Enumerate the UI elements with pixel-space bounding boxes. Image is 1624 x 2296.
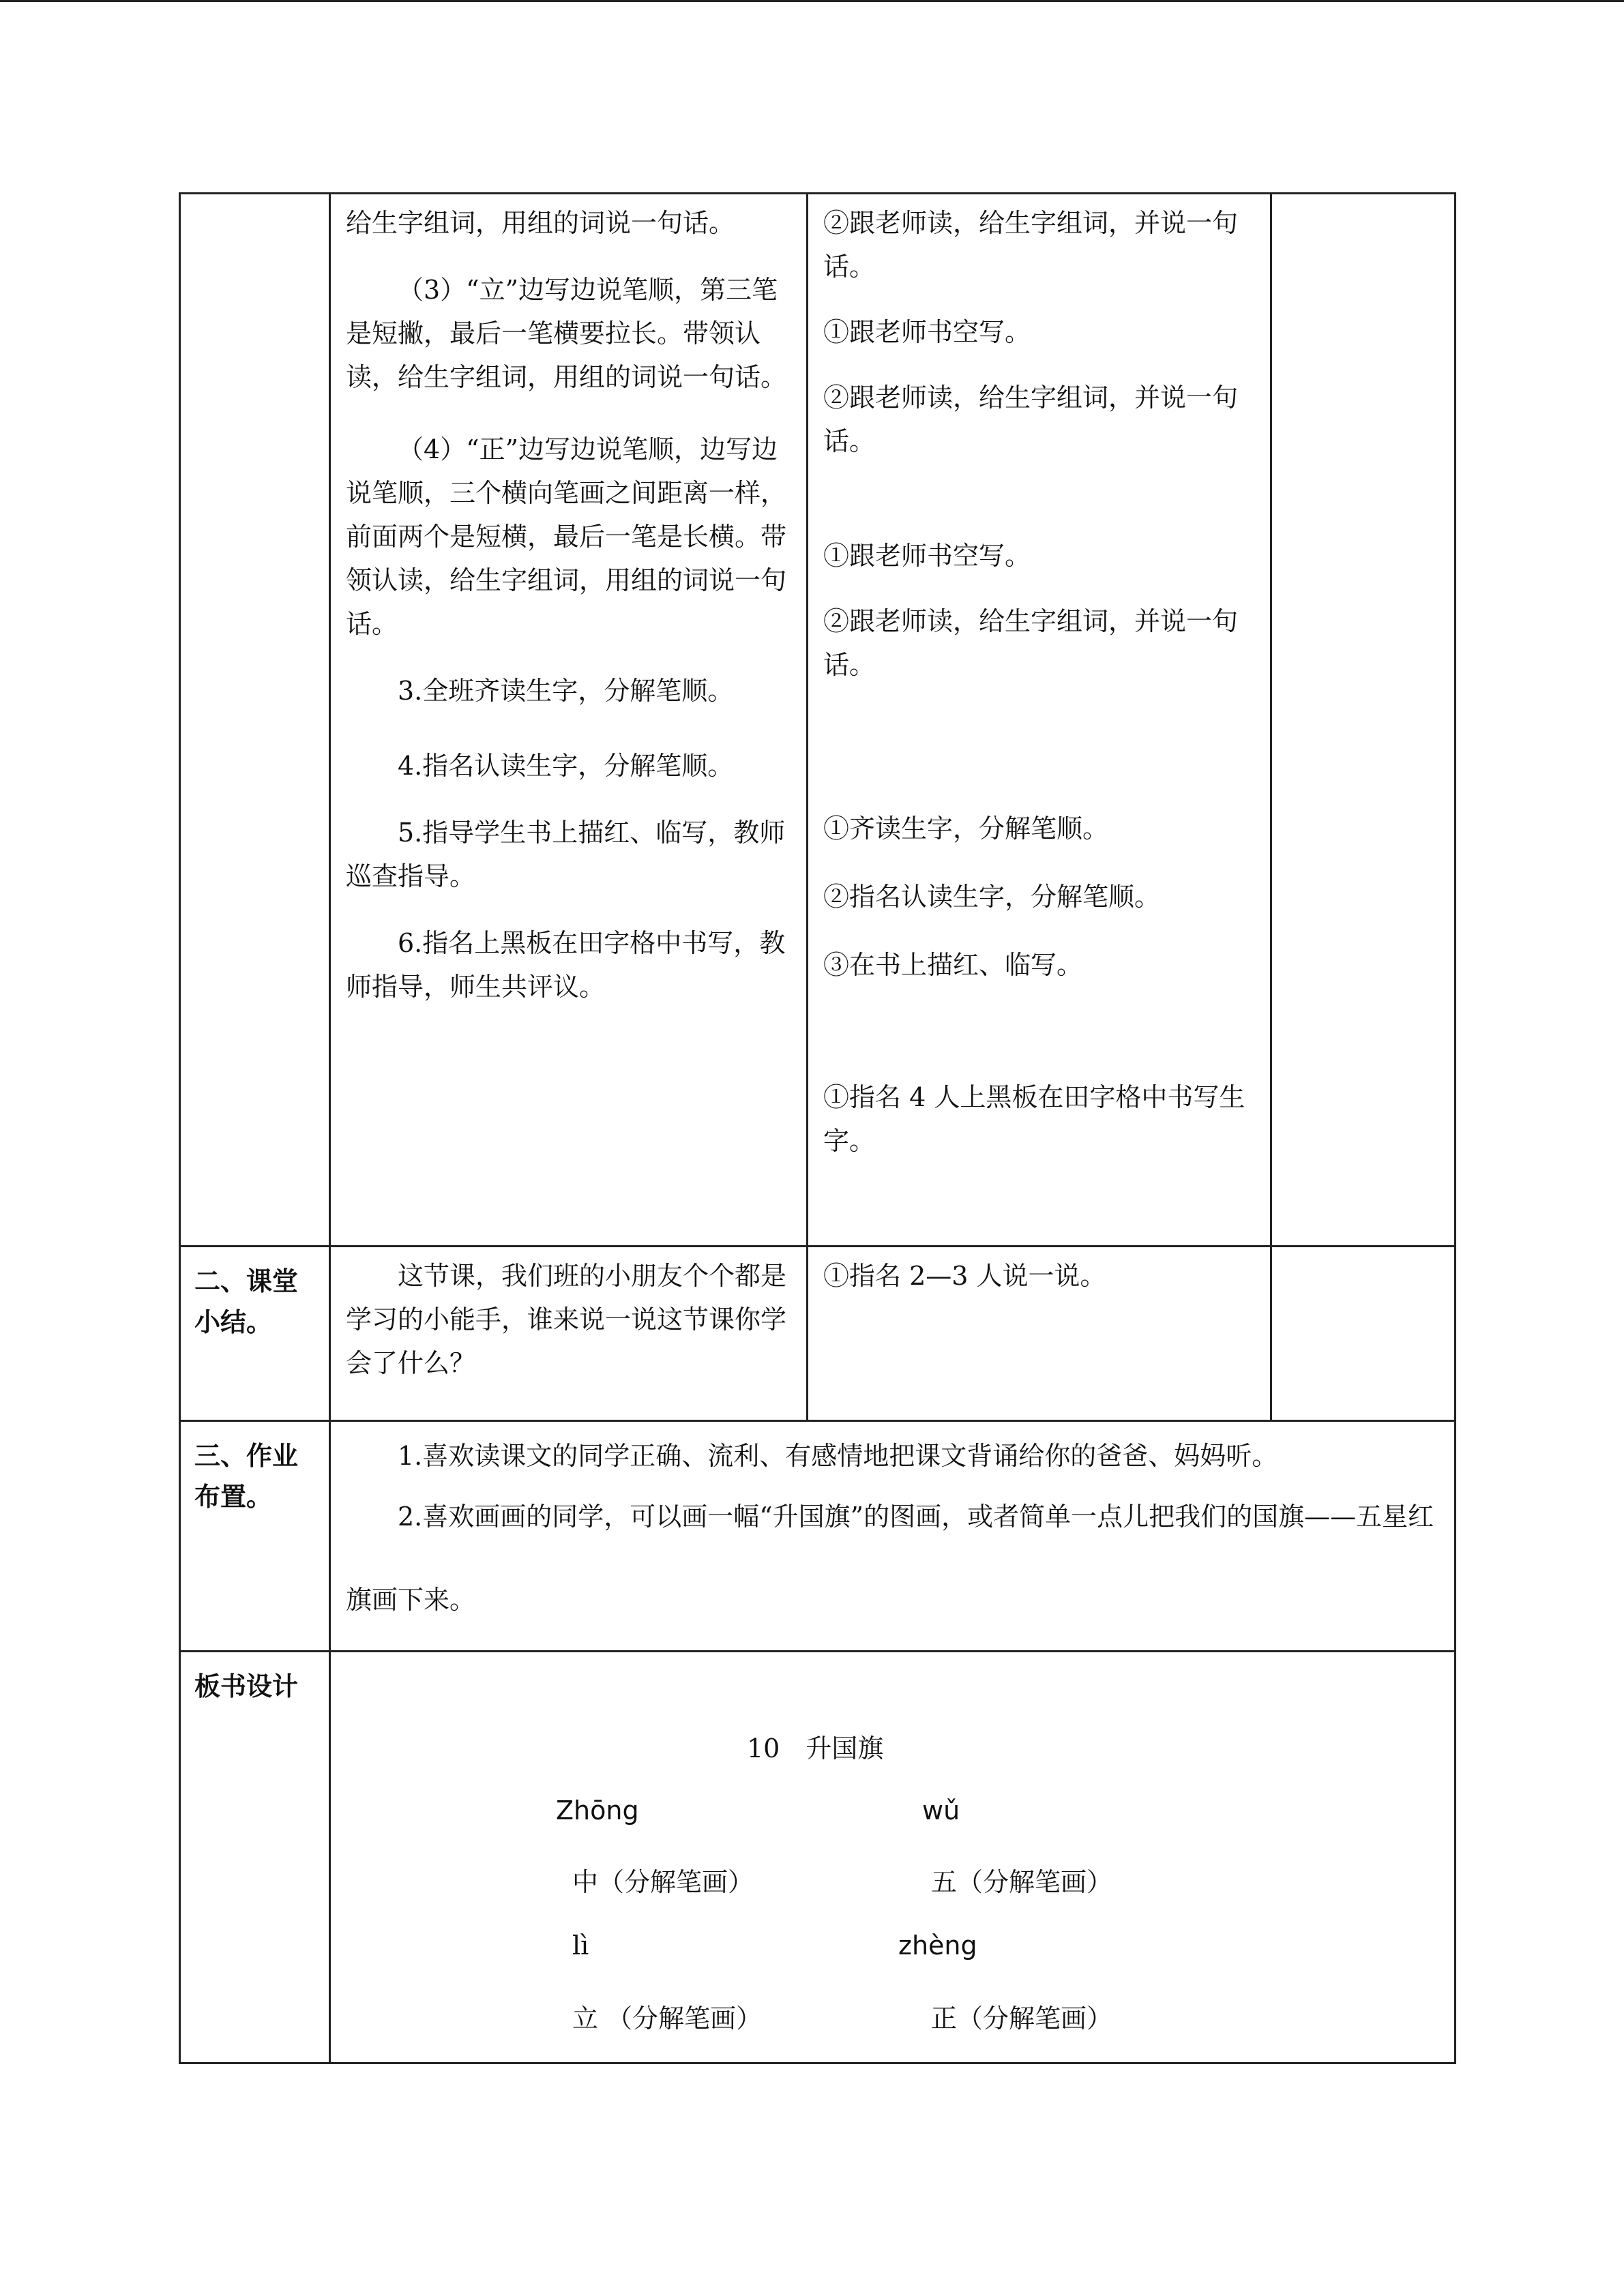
- summary-row: [180, 1247, 1456, 1421]
- pinyin-li: lì: [572, 1930, 589, 1960]
- student-line: ②跟老师读，给生字组词，并说一句话。: [823, 208, 1239, 282]
- homework-item-2: 2.喜欢画画的同学，可以画一幅“升国旗”的图画，或者简单一点儿把我们的国旗——五星红旗画下来。: [346, 1502, 1434, 1615]
- summary-teacher-text: 这节课，我们班的小朋友个个都是学习的小能手，谁来说一说这节课你学会了什么？: [346, 1261, 787, 1378]
- summary-label-cell: [180, 1247, 330, 1421]
- pinyin-zhong: Zhōng: [556, 1795, 639, 1825]
- teacher-line: 5.指导学生书上描红、临写，教师巡查指导。: [346, 818, 786, 891]
- homework-row: [180, 1421, 1456, 1652]
- student-line: ①齐读生字，分解笔顺。: [823, 814, 1109, 844]
- student-line: ①跟老师书空写。: [823, 317, 1031, 347]
- student-line: ①跟老师书空写。: [823, 541, 1031, 571]
- student-line: ②指名认读生字，分解笔顺。: [823, 882, 1161, 912]
- homework-item-1: 1.喜欢读课文的同学正确、流利、有感情地把课文背诵给你的爸爸、妈妈听。: [398, 1441, 1278, 1471]
- teacher-line: （3）“立”边写边说笔顺，第三笔是短撇，最后一笔横要拉长。带领认读，给生字组词，用组的词说一句话。: [346, 275, 787, 392]
- teacher-line: （4）“正”边写边说笔顺，边写边说笔顺，三个横向笔画之间距离一样，前面两个是短横，最后一笔是长横。带领认读，给生字组词，用组的词说一句话。: [346, 434, 787, 639]
- board-label: 板书设计: [194, 1671, 299, 1701]
- homework-label-cell: [180, 1421, 330, 1652]
- student-line: ②跟老师读，给生字组词，并说一句话。: [823, 383, 1239, 456]
- summary-teacher-cell: [330, 1247, 808, 1421]
- board-title: 10 升国旗: [747, 1733, 884, 1763]
- pinyin-zheng: zhèng: [898, 1930, 977, 1960]
- summary-student-cell: [808, 1247, 1271, 1421]
- teacher-line: 3.全班齐读生字，分解笔顺。: [398, 676, 734, 706]
- char-wu: 五（分解笔画）: [931, 1867, 1113, 1897]
- teacher-line: 6.指名上黑板在田字格中书写，教师指导，师生共评议。: [346, 928, 786, 1002]
- char-zhong: 中（分解笔画）: [572, 1867, 754, 1897]
- board-label-cell: [180, 1652, 330, 2063]
- process-row: [180, 194, 1456, 1247]
- teacher-line: 给生字组词，用组的词说一句话。: [346, 208, 735, 238]
- student-line: ③在书上描红、临写。: [823, 950, 1083, 980]
- page-top-border: [0, 0, 1624, 2]
- lesson-plan-table: [179, 192, 1456, 2064]
- process-label-cell: [180, 194, 330, 1247]
- student-line: ①指名 4 人上黑板在田字格中书写生字。: [823, 1082, 1245, 1156]
- summary-student-text: ①指名 2—3 人说一说。: [823, 1261, 1106, 1291]
- teacher-line: 4.指名认读生字，分解笔顺。: [398, 751, 734, 781]
- pinyin-wu: wǔ: [922, 1795, 960, 1825]
- summary-label: 二、课堂小结。: [194, 1266, 299, 1337]
- teacher-activity-cell: [330, 194, 808, 1247]
- student-line: ②跟老师读，给生字组词，并说一句话。: [823, 606, 1239, 680]
- board-design-cell: [330, 1652, 1456, 2063]
- char-li: 立 （分解笔画）: [572, 2003, 763, 2033]
- char-zheng: 正（分解笔画）: [931, 2003, 1113, 2033]
- homework-label: 三、作业布置。: [194, 1441, 299, 1512]
- board-design: [331, 1652, 1454, 2062]
- board-row: [180, 1652, 1456, 2063]
- notes-cell: [1271, 194, 1456, 1247]
- summary-notes-cell: [1271, 1247, 1456, 1421]
- homework-content-cell: [330, 1421, 1456, 1652]
- student-activity-cell: [808, 194, 1271, 1247]
